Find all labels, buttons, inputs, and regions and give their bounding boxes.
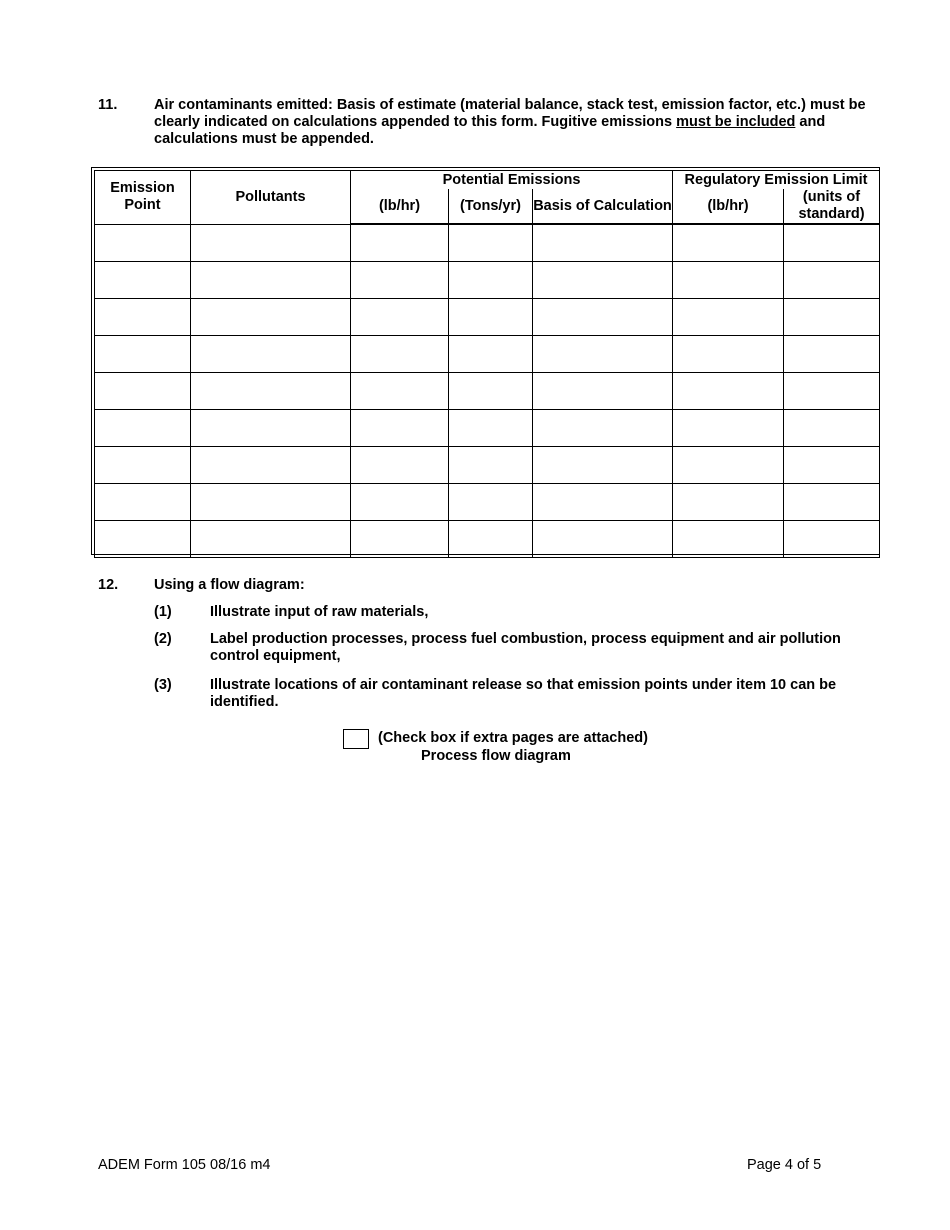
reg-lb-hr-cell[interactable] bbox=[673, 484, 784, 521]
table-row bbox=[95, 447, 880, 484]
reg-lb-hr-cell[interactable] bbox=[673, 262, 784, 299]
units-standard-cell[interactable] bbox=[784, 447, 880, 484]
emission-point-cell[interactable] bbox=[95, 262, 191, 299]
lb-hr-cell[interactable] bbox=[351, 410, 449, 447]
tons-yr-cell[interactable] bbox=[449, 373, 533, 410]
pollutants-cell[interactable] bbox=[191, 224, 351, 262]
emission-point-cell[interactable] bbox=[95, 224, 191, 262]
table-row bbox=[95, 224, 880, 262]
sub-item-label: (1) bbox=[154, 604, 172, 620]
reg-lb-hr-cell[interactable] bbox=[673, 299, 784, 336]
pollutants-cell[interactable] bbox=[191, 262, 351, 299]
tons-yr-cell[interactable] bbox=[449, 262, 533, 299]
pollutants-cell[interactable] bbox=[191, 299, 351, 336]
emission-point-cell[interactable] bbox=[95, 521, 191, 558]
sub-item-label: (2) bbox=[154, 631, 172, 647]
units-standard-cell[interactable] bbox=[784, 521, 880, 558]
lb-hr-cell[interactable] bbox=[351, 484, 449, 521]
reg-lb-hr-cell[interactable] bbox=[673, 336, 784, 373]
basis-cell[interactable] bbox=[533, 410, 673, 447]
sub-item-text: Illustrate input of raw materials, bbox=[210, 604, 429, 620]
tons-yr-cell[interactable] bbox=[449, 447, 533, 484]
tons-yr-cell[interactable] bbox=[449, 336, 533, 373]
form-id: ADEM Form 105 08/16 m4 bbox=[98, 1157, 271, 1173]
table-row bbox=[95, 521, 880, 558]
header-basis-of-calculation: Basis of Calculation bbox=[533, 189, 673, 224]
emissions-table-body bbox=[95, 224, 880, 558]
header-regulatory-lb-hr: (lb/hr) bbox=[673, 189, 784, 224]
emissions-table-frame bbox=[91, 167, 880, 555]
tons-yr-cell[interactable] bbox=[449, 299, 533, 336]
item-11-number: 11. bbox=[98, 97, 118, 113]
emissions-table bbox=[94, 170, 880, 558]
reg-lb-hr-cell[interactable] bbox=[673, 224, 784, 262]
header-lb-hr: (lb/hr) bbox=[351, 189, 449, 224]
table-row bbox=[95, 336, 880, 373]
pollutants-cell[interactable] bbox=[191, 336, 351, 373]
emission-point-cell[interactable] bbox=[95, 373, 191, 410]
lb-hr-cell[interactable] bbox=[351, 336, 449, 373]
lb-hr-cell[interactable] bbox=[351, 373, 449, 410]
tons-yr-cell[interactable] bbox=[449, 521, 533, 558]
basis-cell[interactable] bbox=[533, 521, 673, 558]
units-standard-cell[interactable] bbox=[784, 410, 880, 447]
units-standard-cell[interactable] bbox=[784, 299, 880, 336]
reg-lb-hr-cell[interactable] bbox=[673, 521, 784, 558]
table-row bbox=[95, 262, 880, 299]
extra-pages-checkbox[interactable] bbox=[343, 729, 369, 749]
units-standard-cell[interactable] bbox=[784, 224, 880, 262]
page-number: Page 4 of 5 bbox=[747, 1157, 822, 1173]
basis-cell[interactable] bbox=[533, 373, 673, 410]
lb-hr-cell[interactable] bbox=[351, 521, 449, 558]
header-pollutants: Pollutants bbox=[191, 171, 351, 225]
units-standard-cell[interactable] bbox=[784, 373, 880, 410]
header-emission-point: Emission Point bbox=[95, 171, 191, 225]
basis-cell[interactable] bbox=[533, 299, 673, 336]
reg-lb-hr-cell[interactable] bbox=[673, 447, 784, 484]
units-standard-cell[interactable] bbox=[784, 484, 880, 521]
basis-cell[interactable] bbox=[533, 224, 673, 262]
header-regulatory-emission-limit: Regulatory Emission Limit bbox=[673, 171, 880, 190]
basis-cell[interactable] bbox=[533, 262, 673, 299]
item-11-text: Air contaminants emitted: Basis of estimate (material balance, stack test, emission factor, etc.) must be clearly indicated on calculations appended to this form. Fugitive emissions must be included and calculations must be appended. bbox=[154, 97, 866, 147]
tons-yr-cell[interactable] bbox=[449, 410, 533, 447]
tons-yr-cell[interactable] bbox=[449, 224, 533, 262]
lb-hr-cell[interactable] bbox=[351, 299, 449, 336]
units-standard-cell[interactable] bbox=[784, 262, 880, 299]
units-standard-cell[interactable] bbox=[784, 336, 880, 373]
emission-point-cell[interactable] bbox=[95, 299, 191, 336]
item-12-number: 12. bbox=[98, 577, 119, 593]
pollutants-cell[interactable] bbox=[191, 447, 351, 484]
must-be-included-emphasis: must be included bbox=[676, 114, 796, 130]
sub-item-text: Illustrate locations of air contaminant release so that emission points under item 10 can be identified. bbox=[210, 677, 837, 710]
emission-point-cell[interactable] bbox=[95, 447, 191, 484]
table-row bbox=[95, 410, 880, 447]
emission-point-cell[interactable] bbox=[95, 484, 191, 521]
sub-item-text: Label production processes, process fuel combustion, process equipment and air pollution control equipment, bbox=[210, 631, 841, 664]
header-potential-emissions: Potential Emissions bbox=[351, 171, 673, 190]
table-row bbox=[95, 299, 880, 336]
pollutants-cell[interactable] bbox=[191, 410, 351, 447]
reg-lb-hr-cell[interactable] bbox=[673, 410, 784, 447]
emission-point-cell[interactable] bbox=[95, 410, 191, 447]
extra-pages-checkbox-label: (Check box if extra pages are attached) bbox=[378, 730, 648, 746]
emission-point-cell[interactable] bbox=[95, 336, 191, 373]
header-tons-yr: (Tons/yr) bbox=[449, 189, 533, 224]
basis-cell[interactable] bbox=[533, 447, 673, 484]
pollutants-cell[interactable] bbox=[191, 484, 351, 521]
item-12-title: Using a flow diagram: bbox=[154, 577, 305, 593]
table-row bbox=[95, 373, 880, 410]
sub-item-label: (3) bbox=[154, 677, 172, 693]
lb-hr-cell[interactable] bbox=[351, 262, 449, 299]
process-flow-diagram-caption: Process flow diagram bbox=[421, 748, 571, 764]
pollutants-cell[interactable] bbox=[191, 373, 351, 410]
reg-lb-hr-cell[interactable] bbox=[673, 373, 784, 410]
lb-hr-cell[interactable] bbox=[351, 447, 449, 484]
basis-cell[interactable] bbox=[533, 484, 673, 521]
pollutants-cell[interactable] bbox=[191, 521, 351, 558]
basis-cell[interactable] bbox=[533, 336, 673, 373]
lb-hr-cell[interactable] bbox=[351, 224, 449, 262]
tons-yr-cell[interactable] bbox=[449, 484, 533, 521]
table-row bbox=[95, 484, 880, 521]
header-units-of-standard: (units of standard) bbox=[784, 189, 880, 224]
